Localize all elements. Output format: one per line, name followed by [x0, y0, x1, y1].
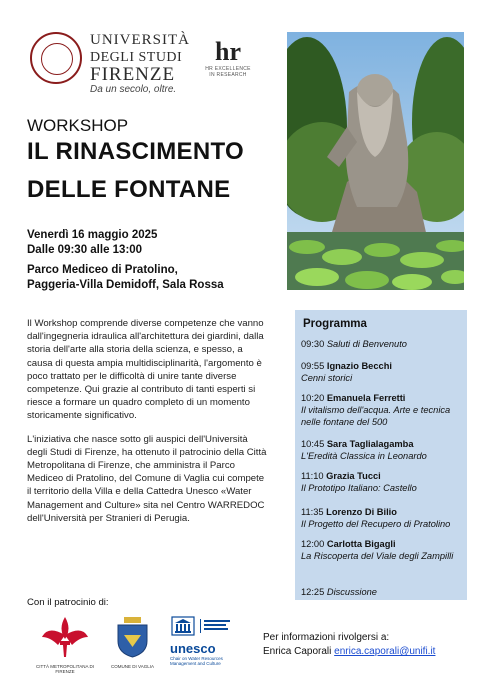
unesco-name: unesco — [170, 641, 216, 656]
city-logo-caption: CITTÀ METROPOLITANA DI FIRENZE — [36, 664, 94, 674]
programme-time: 12:25 — [301, 587, 325, 597]
hr-subtitle: HR EXCELLENCE IN RESEARCH — [205, 66, 251, 78]
programme-speaker: Ignazio Becchi — [326, 361, 392, 371]
programme-time: 11:35 — [301, 507, 324, 517]
unifi-line1: UNIVERSITÀ — [90, 32, 190, 48]
programme-desc: Il Prototipo Italiano: Castello — [301, 483, 417, 493]
programme-time: 10:45 — [301, 439, 325, 449]
contact-email-link[interactable]: enrica.caporali@unifi.it — [334, 646, 436, 657]
hr-excellence-logo — [203, 38, 253, 78]
photo-illustration — [287, 32, 464, 290]
hr-mark: hr — [215, 37, 241, 66]
programme-box — [295, 310, 467, 600]
event-date: Venerdì 16 maggio 2025 — [27, 229, 158, 241]
programme-desc: Il Progetto del Recupero di Pratolino — [301, 519, 451, 529]
programme-time: 10:20 — [301, 393, 325, 403]
programme-item — [301, 506, 465, 530]
title-line2: DELLE FONTANE — [27, 176, 231, 203]
description-paragraph-1: Il Workshop comprende diverse competenze che vanno dall'ingegneria idraulica all'architettura dei giardini, dalla storia dell'arte alla storia della scienza, e spesso, a causa di questa ampia multidisciplinarità, l'argomento è poco trattato per le difficoltà di unire tante diverse competenze. Qui grazie al contributo di tanti esperti si riesce a formare un quadro completo di un momento storicamente significativo. — [27, 318, 264, 422]
unifi-line2: DEGLI STUDI — [90, 50, 183, 65]
programme-speaker: Grazia Tucci — [326, 471, 381, 481]
programme-item — [301, 438, 465, 462]
programme-time: 09:30 — [301, 339, 325, 349]
unesco-caption: Chair on Water Resources Management and Culture — [170, 656, 223, 666]
citta-metropolitana-logo — [30, 615, 100, 674]
programme-title: Programma — [303, 318, 367, 330]
event-venue-line1: Parco Mediceo di Pratolino, — [27, 264, 178, 276]
event-venue-line2: Paggeria-Villa Demidoff, Sala Rossa — [27, 279, 224, 291]
title-line1: IL RINASCIMENTO — [27, 138, 244, 165]
unifi-tagline: Da un secolo, oltre. — [90, 84, 177, 95]
unesco-chair-logo — [170, 615, 235, 670]
programme-desc: L'Eredità Classica in Leonardo — [301, 451, 427, 461]
contact-info — [263, 631, 435, 659]
vaglia-logo-caption: COMUNE DI VAGLIA — [111, 664, 154, 669]
programme-item — [301, 360, 465, 384]
unifi-seal-logo — [30, 32, 82, 84]
unifi-line3: FIRENZE — [90, 64, 176, 85]
contact-name: Enrica Caporali — [263, 646, 332, 657]
workshop-label: WORKSHOP — [27, 116, 129, 135]
contact-line2 — [263, 645, 435, 659]
programme-speaker: Carlotta Bigagli — [326, 539, 396, 549]
comune-vaglia-logo — [110, 615, 155, 670]
event-time: Dalle 09:30 alle 13:00 — [27, 244, 143, 256]
programme-desc: Saluti di Benvenuto — [326, 339, 407, 349]
programme-time: 12:00 — [301, 539, 325, 549]
lily-icon — [30, 615, 100, 659]
programme-time: 11:10 — [301, 471, 324, 481]
programme-desc: Cenni storici — [301, 373, 353, 383]
programme-item — [301, 538, 465, 562]
programme-item — [301, 586, 465, 598]
programme-speaker: Sara Taglialagamba — [326, 439, 414, 449]
description-paragraph-2: L'iniziativa che nasce sotto gli auspici dell'Università degli Studi di Firenze, ha ottenuto il patrocinio della Città Metropolitana di Firenze, che amministra il Parco Mediceo di Pratolino, del Comune di Vaglia cui compete il territorio della Villa e della Cattedra Unesco «Water Management and Culture» sita nel Centro WARREDOC dell'Università per Stranieri di Perugia. — [27, 433, 267, 524]
unifi-name — [90, 32, 200, 83]
description — [27, 317, 267, 535]
patronage-label: Con il patrocinio di: — [27, 597, 109, 608]
appennino-statue-photo — [287, 32, 464, 290]
programme-time: 09:55 — [301, 361, 325, 371]
programme-desc: Il vitalismo dell'acqua. Arte e tecnica nelle fontane del 500 — [301, 405, 451, 427]
contact-line1: Per informazioni rivolgersi a: — [263, 632, 390, 643]
unesco-temple-icon — [170, 615, 235, 637]
coat-of-arms-icon — [110, 615, 155, 659]
programme-item — [301, 392, 465, 428]
programme-item — [301, 338, 465, 350]
programme-desc: La Riscoperta del Viale degli Zampilli — [301, 551, 454, 561]
programme-speaker: Emanuela Ferretti — [326, 393, 406, 403]
programme-item — [301, 470, 465, 494]
programme-desc: Discussione — [326, 587, 377, 597]
programme-speaker: Lorenzo Di Bilio — [326, 507, 397, 517]
